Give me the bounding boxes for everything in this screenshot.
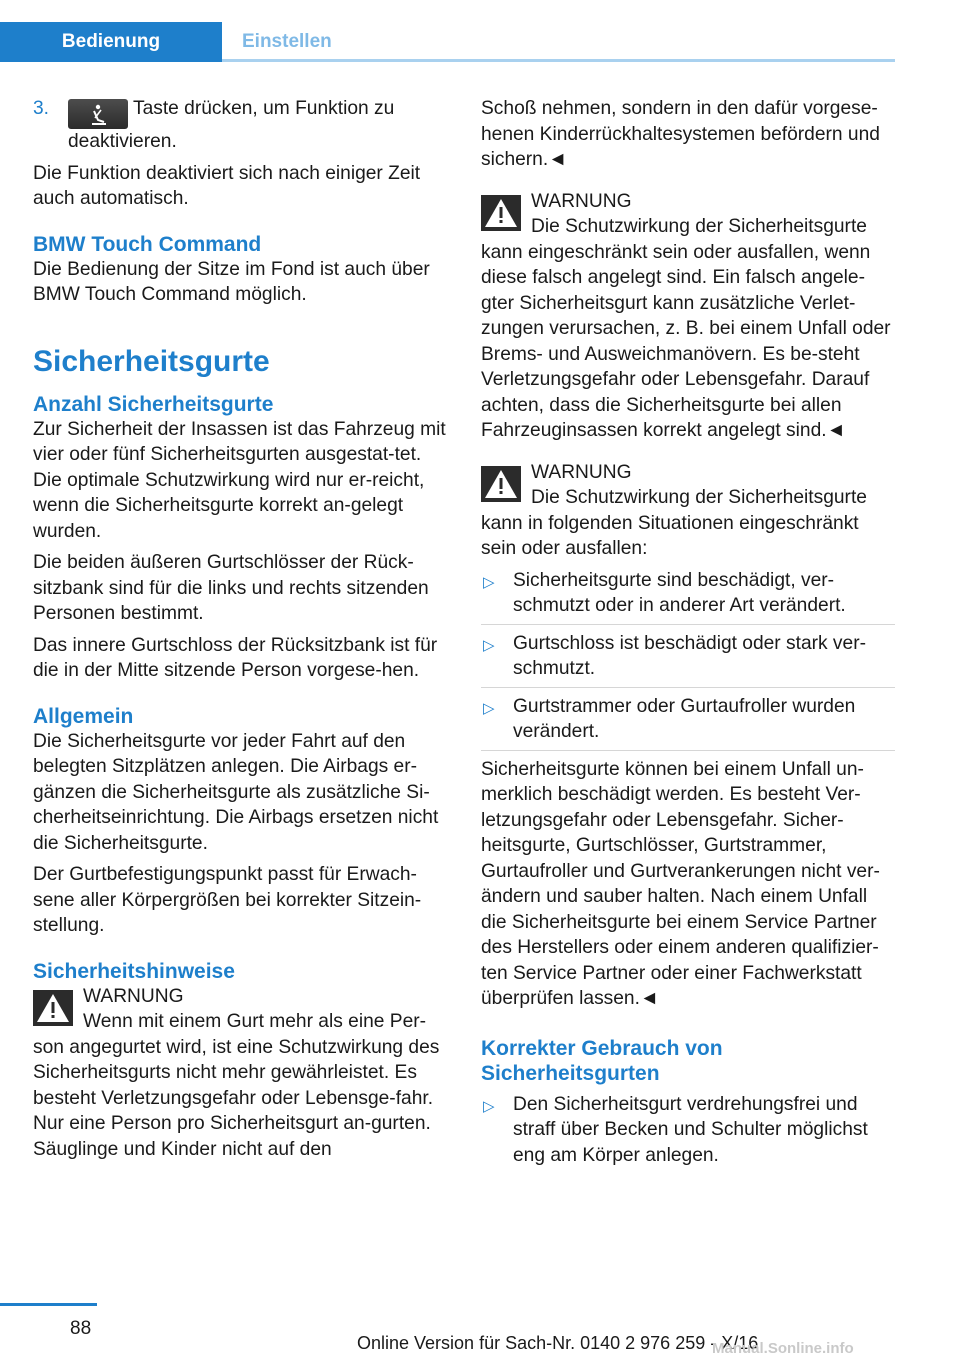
seat-belt-icon <box>68 99 128 129</box>
paragraph-allgemein-1: Die Sicherheitsgurte vor jeder Fahrt auf den belegten Sitzplätzen anlegen. Die Airbags er‐gänzen die Sicherheitsgurte als zusätzliche Si‐cherheitseinrichtung. Die Airbags ersetzen nicht die Sicherheitsgurte. <box>33 730 439 854</box>
tab-einstellen[interactable]: Einstellen <box>242 31 332 52</box>
list-item <box>481 694 895 751</box>
list-item-text: Den Sicherheitsgurt verdrehungsfrei und straff über Becken und Schulter möglichst eng am Körper anlegen. <box>513 1093 868 1166</box>
warning-text: Die Schutzwirkung der Sicherheitsgurte kann in folgenden Situationen eingeschränkt sein oder ausfallen: <box>481 487 867 559</box>
footer-online-version: Online Version für Sach-Nr. 0140 2 976 259 - X/16 <box>357 1333 759 1353</box>
list-item <box>481 631 895 688</box>
paragraph-anzahl-2: Die beiden äußeren Gurtschlösser der Rück‐sitzbank sind für die links und rechts sitzenden Personen bestimmt. <box>33 552 429 624</box>
warning-text: Wenn mit einem Gurt mehr als eine Per‐son angegurtet wird, ist eine Schutzwirkung des Sicherheitsgurts nicht mehr gewährleistet. Es besteht Verletzungsgefahr oder Lebensge‐fahr. Nur eine Person pro Sicherheitsgurt an‐gurten. Säuglinge und Kinder nicht auf den <box>33 1011 440 1160</box>
watermark: Manual.Sonline.info <box>712 1340 854 1357</box>
list-item-text: Gurtstrammer oder Gurtaufroller wurden verändert. <box>513 695 856 742</box>
tab-bedienung[interactable]: Bedienung <box>0 22 222 62</box>
heading-sicherheitshinweise: Sicherheitshinweise <box>33 959 235 983</box>
left-column <box>33 96 447 1168</box>
right-column <box>481 96 895 1179</box>
bullet-triangle-icon: ▷ <box>483 699 495 717</box>
warning-icon <box>481 195 521 231</box>
warning-heading: WARNUNG <box>531 190 632 212</box>
warning-list <box>481 568 895 751</box>
paragraph-touch: Die Bedienung der Sitze im Fond ist auch über BMW Touch Command möglich. <box>33 258 430 305</box>
warning-icon <box>481 466 521 502</box>
warning-icon <box>33 990 73 1026</box>
warning-text: Die Schutzwirkung der Sicherheitsgurte kann eingeschränkt sein oder ausfallen, wenn diese falsch angelegt sind. Ein falsch angele‐gter Sicherheitsgurt kann zusätzliche Verlet‐zungen verursachen, z. B. bei einem Unfall oder Brems- und Ausweichmanövern. Es be‐steht Verletzungsgefahr oder Lebensgefahr. Darauf achten, dass die Sicherheitsgurte bei allen Fahrzeuginsassen korrekt angelegt sind.◄ <box>481 216 891 441</box>
heading-korrekter-gebrauch: Korrekter Gebrauch von Sicherheitsgurten <box>481 1036 723 1085</box>
paragraph-continued: Schoß nehmen, sondern in den dafür vorgese‐henen Kinderrückhaltesystemen befördern und sichern.◄ <box>481 98 880 170</box>
list-item-text: Sicherheitsgurte sind beschädigt, ver‐schmutzt oder in anderer Art verändert. <box>513 569 846 616</box>
heading-allgemein: Allgemein <box>33 704 134 728</box>
bullet-triangle-icon: ▷ <box>483 573 495 591</box>
warning-heading: WARNUNG <box>531 461 632 483</box>
paragraph-after-list: Sicherheitsgurte können bei einem Unfall un‐merklich beschädigt werden. Es besteht Ver‐letzungsgefahr oder Lebensgefahr. Sicher‐heitsgurte, Gurtschlösser, Gurtstrammer, Gurtaufroller und Gurtverankerungen nicht ver‐ändern und sauber halten. Nach einem Unfall die Sicherheitsgurte bei einem Service Partner des Herstellers oder einem anderen qualifizier‐ten Service Partner oder einer Fachwerkstatt überprüfen lassen.◄ <box>481 758 880 1009</box>
bullet-triangle-icon: ▷ <box>483 636 495 654</box>
paragraph-auto: Die Funktion deaktiviert sich nach einiger Zeit auch automatisch. <box>33 162 421 209</box>
warning-heading: WARNUNG <box>83 985 184 1007</box>
tab-underline <box>222 59 895 62</box>
step-text: Taste drücken, um Funktion zu deaktivieren. <box>68 98 395 152</box>
warning-block-3 <box>481 460 895 562</box>
paragraph-anzahl-3: Das innere Gurtschloss der Rücksitzbank ist für die in der Mitte sitzende Person vorgese‐hen. <box>33 634 438 681</box>
step-number: 3. <box>33 98 50 119</box>
paragraph-allgemein-2: Der Gurtbefestigungspunkt passt für Erwach‐sene aller Körpergrößen bei korrekter Sitzein‐stellung. <box>33 864 422 936</box>
warning-block-2 <box>481 189 895 444</box>
list-item <box>481 1092 895 1174</box>
warning-block-1 <box>33 984 447 1163</box>
list-item <box>481 568 895 625</box>
step-3 <box>33 96 447 155</box>
header-tabs <box>0 22 895 62</box>
heading-sicherheitsgurte: Sicherheitsgurte <box>33 344 270 378</box>
usage-list <box>481 1092 895 1174</box>
footer-accent-line <box>0 1303 97 1306</box>
bullet-triangle-icon: ▷ <box>483 1097 495 1115</box>
list-item-text: Gurtschloss ist beschädigt oder stark ver‐schmutzt. <box>513 632 866 679</box>
heading-bmw-touch-command: BMW Touch Command <box>33 232 262 256</box>
paragraph-anzahl-1: Zur Sicherheit der Insassen ist das Fahrzeug mit vier oder fünf Sicherheitsgurten ausgestat‐tet. Die optimale Schutzwirkung wird nur er‐reicht, wenn die Sicherheitsgurte korrekt an‐gelegt wurden. <box>33 418 446 542</box>
page-number: 88 <box>70 1318 92 1339</box>
heading-anzahl: Anzahl Sicherheitsgurte <box>33 392 274 416</box>
